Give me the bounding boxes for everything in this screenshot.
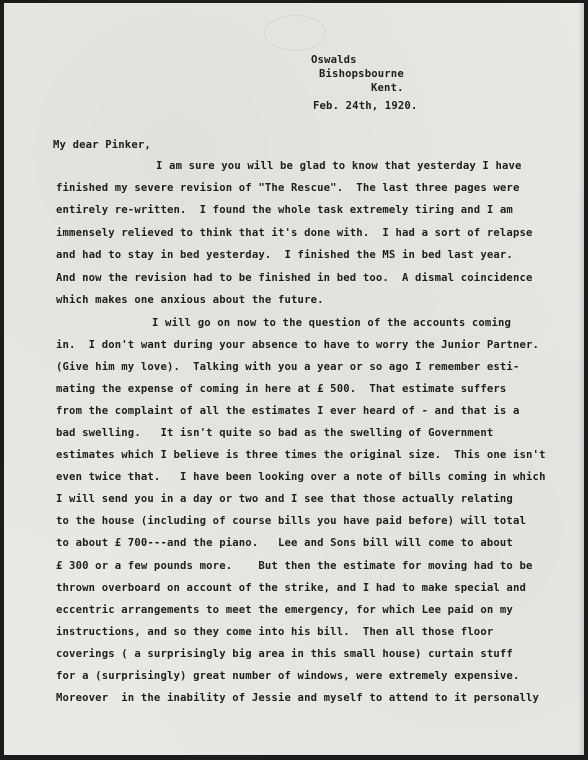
- address-line-1: Oswalds: [311, 54, 357, 66]
- body-line: (Give him my love). Talking with you a year or so ago I remember esti-: [56, 361, 520, 373]
- body-line: estimates which I believe is three times the original size. This one isn't: [56, 449, 546, 461]
- salutation: My dear Pinker,: [53, 139, 151, 151]
- body-line: even twice that. I have been looking over a note of bills coming in which: [56, 471, 546, 483]
- body-line: eccentric arrangements to meet the emergency, for which Lee paid on my: [56, 604, 513, 616]
- body-line: in. I don't want during your absence to have to worry the Junior Partner.: [56, 339, 540, 351]
- body-line: And now the revision had to be finished in bed too. A dismal coincidence: [56, 272, 533, 284]
- letter-date: Feb. 24th, 1920.: [313, 100, 418, 112]
- body-line: bad swelling. It isn't quite so bad as the swelling of Government: [56, 427, 494, 439]
- body-line: instructions, and so they come into his bill. Then all those floor: [56, 626, 494, 638]
- body-line: immensely relieved to think that it's done with. I had a sort of relapse: [56, 227, 533, 239]
- body-line: to the house (including of course bills you have paid before) will total: [56, 515, 527, 527]
- body-line: and had to stay in bed yesterday. I finished the MS in bed last year.: [56, 249, 513, 261]
- body-line: I will send you in a day or two and I see that those actually relating: [56, 493, 513, 505]
- body-line: mating the expense of coming in here at £ 500. That estimate suffers: [56, 383, 507, 395]
- page-edge-shadow: [578, 3, 584, 755]
- address-line-2: Bishopsbourne: [319, 68, 404, 80]
- body-line: for a (surprisingly) great number of windows, were extremely expensive.: [56, 670, 520, 682]
- letter-page: [4, 3, 584, 755]
- body-line: from the complaint of all the estimates I ever heard of - and that is a: [56, 405, 520, 417]
- address-line-3: Kent.: [371, 82, 404, 94]
- ink-bleed-mark: [264, 15, 326, 51]
- body-line: which makes one anxious about the future.: [56, 294, 324, 306]
- body-line: thrown overboard on account of the strike, and I had to make special and: [56, 582, 527, 594]
- body-line: finished my severe revision of "The Rescue". The last three pages were: [56, 182, 520, 194]
- body-line: I am sure you will be glad to know that yesterday I have: [156, 160, 522, 172]
- body-line: I will go on now to the question of the accounts coming: [152, 317, 512, 329]
- body-line: £ 300 or a few pounds more. But then the estimate for moving had to be: [56, 560, 533, 572]
- body-line: Moreover in the inability of Jessie and myself to attend to it personally: [56, 692, 540, 704]
- body-line: to about £ 700---and the piano. Lee and Sons bill will come to about: [56, 537, 513, 549]
- body-line: entirely re-written. I found the whole task extremely tiring and I am: [56, 204, 513, 216]
- body-line: coverings ( a surprisingly big area in this small house) curtain stuff: [56, 648, 513, 660]
